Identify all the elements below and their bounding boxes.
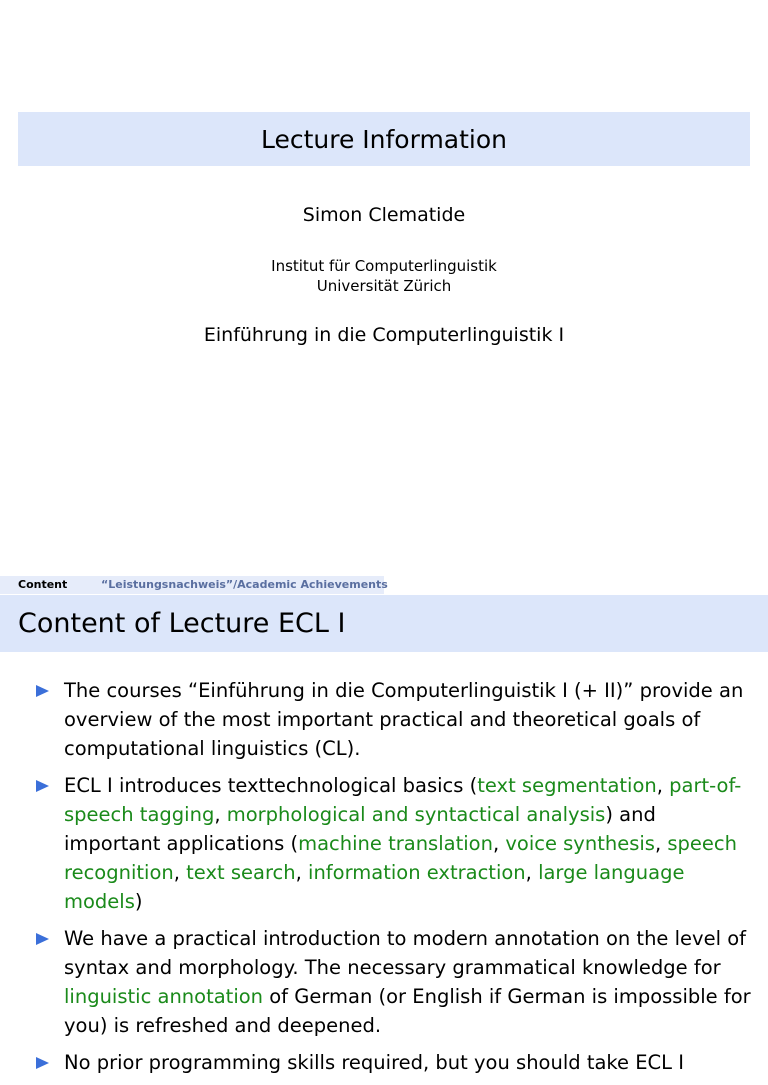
institute-line-2: Universität Zürich (316, 277, 452, 295)
list-item (0, 924, 768, 1040)
highlight-term: speech recognition (64, 832, 737, 884)
item-text: No prior programming skills required, but you should take ECL I (64, 1051, 684, 1074)
item-text: , (214, 803, 227, 826)
highlight-term: information extraction (308, 861, 526, 884)
item-text: We have a practical introduction to modern annotation on the level of syntax and morphology. The necessary grammatical knowledge for (64, 927, 746, 979)
content-slide (0, 576, 768, 1074)
author-name: Simon Clematide (302, 204, 466, 226)
item-text: , (173, 861, 187, 884)
item-text: ) and important applications ( (64, 803, 656, 855)
slide-title: Lecture Information (260, 124, 508, 154)
highlight-term: large language models (64, 861, 685, 913)
highlight-term: part-of-speech tagging (64, 774, 742, 826)
list-item-text (64, 924, 754, 1040)
course-title: Einführung in die Computerlinguistik I (203, 324, 565, 346)
highlight-term: linguistic annotation (64, 985, 264, 1008)
item-text: , (525, 861, 539, 884)
highlight-term: morphological and syntactical analysis (226, 803, 606, 826)
item-text: , (295, 861, 309, 884)
item-text: ) (134, 890, 143, 913)
list-item-text (64, 771, 754, 916)
list-item-text (64, 1048, 754, 1077)
item-text: , (492, 832, 506, 855)
institute-line-1: Institut für Computerlinguistik (271, 257, 497, 275)
highlight-term: text search (186, 861, 296, 884)
item-text: The courses “Einführung in die Computerlinguistik I (+ II)” provide an overview of the most important practical and theoretical goals of computational linguistics (CL). (64, 679, 744, 760)
item-text: of German (or English if German is impossible for you) is refreshed and deepened. (64, 985, 751, 1037)
item-text: , (654, 832, 668, 855)
highlight-term: machine translation (298, 832, 493, 855)
frame-title: Content of Lecture ECL I (18, 608, 346, 639)
title-banner (18, 112, 750, 166)
section-navbar (0, 576, 768, 594)
triangle-bullet-icon (36, 933, 49, 945)
nav-section-content[interactable]: Content (18, 578, 68, 591)
navbar-right (384, 576, 768, 594)
item-text: , (656, 774, 670, 797)
highlight-term: voice synthesis (505, 832, 655, 855)
list-item-text (64, 676, 754, 763)
list-item (0, 676, 768, 763)
item-text: ECL I introduces texttechnological basics ( (64, 774, 478, 797)
triangle-bullet-icon (36, 1057, 49, 1069)
list-item (0, 771, 768, 916)
nav-section-achievements[interactable]: “Leistungsnachweis”/Academic Achievements (101, 578, 388, 591)
triangle-bullet-icon (36, 685, 49, 697)
list-item (0, 1048, 768, 1077)
triangle-bullet-icon (36, 780, 49, 792)
highlight-term: text segmentation (477, 774, 657, 797)
frame-title-bar (0, 595, 768, 652)
